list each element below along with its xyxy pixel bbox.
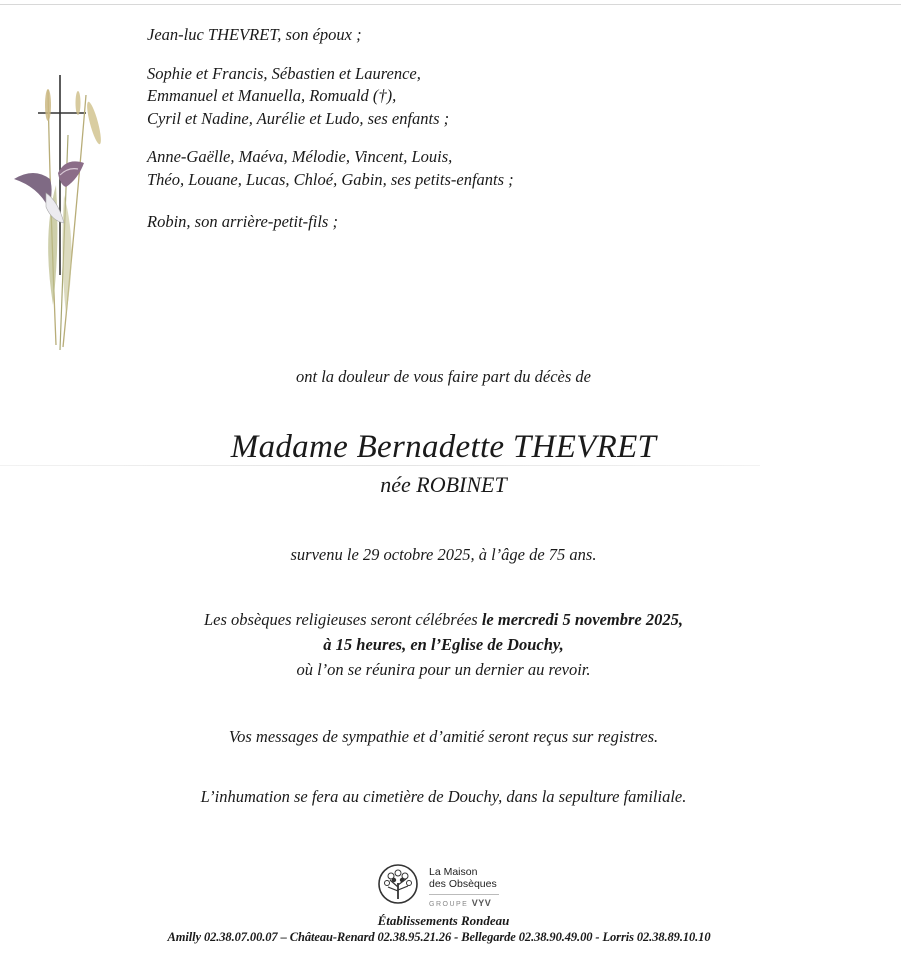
children-block [147,63,707,131]
logo-line-1: La Maison [429,866,478,878]
service-gathering: où l’on se réunira pour un dernier au revoir. [296,660,591,679]
service-date: le mercredi 5 novembre 2025, [481,610,683,629]
logo-brand: VYV [471,898,492,908]
logo-wordmark [429,866,497,890]
spouse-line: Jean-luc THEVRET, son époux ; [147,25,362,44]
funeral-service [0,607,887,682]
divider-line [0,465,760,466]
burial-note: L’inhumation se fera au cimetière de Douchy, dans la sepulture familiale. [200,787,687,806]
maiden-name: née ROBINET [380,472,507,497]
top-border [0,4,901,5]
announcement: ont la douleur de vous faire part du décès de [296,367,591,386]
children-line: Cyril et Nadine, Aurélie et Ludo, ses enfants ; [147,108,450,128]
logo-line-2: des Obsèques [429,878,497,890]
funeral-home-logo [377,860,517,912]
grandchildren-line: Théo, Louane, Lucas, Chloé, Gabin, ses petits-enfants ; [147,169,514,189]
death-date: survenu le 29 octobre 2025, à l’âge de 75 ans. [290,545,597,564]
cross-lily-decoration [8,75,108,355]
tree-icon [377,863,419,905]
logo-divider [429,894,499,895]
contact-numbers: Amilly 02.38.07.00.07 – Château-Renard 02.38.95.21.26 - Bellegarde 02.38.90.49.00 - Lorris 02.38.89.10.10 [167,930,711,944]
service-time-place: à 15 heures, en l’Eglise de Douchy, [323,635,564,654]
grandchildren-line: Anne-Gaëlle, Maéva, Mélodie, Vincent, Louis, [147,147,453,166]
great-grandchild-line: Robin, son arrière-petit-fils ; [147,212,338,231]
children-line: Sophie et Francis, Sébastien et Laurence, [147,63,421,83]
grandchildren-block [147,146,707,191]
deceased-name: Madame Bernadette THEVRET [230,429,657,465]
children-line: Emmanuel et Manuella, Romuald (†), [147,86,397,105]
messages-note: Vos messages de sympathie et d’amitié seront reçus sur registres. [228,727,659,746]
company-name: Établissements Rondeau [377,913,510,928]
service-intro: Les obsèques religieuses seront célébrées [203,610,482,629]
family-list [147,24,707,250]
logo-group-label: GROUPE [429,901,469,908]
logo-group [429,898,491,908]
